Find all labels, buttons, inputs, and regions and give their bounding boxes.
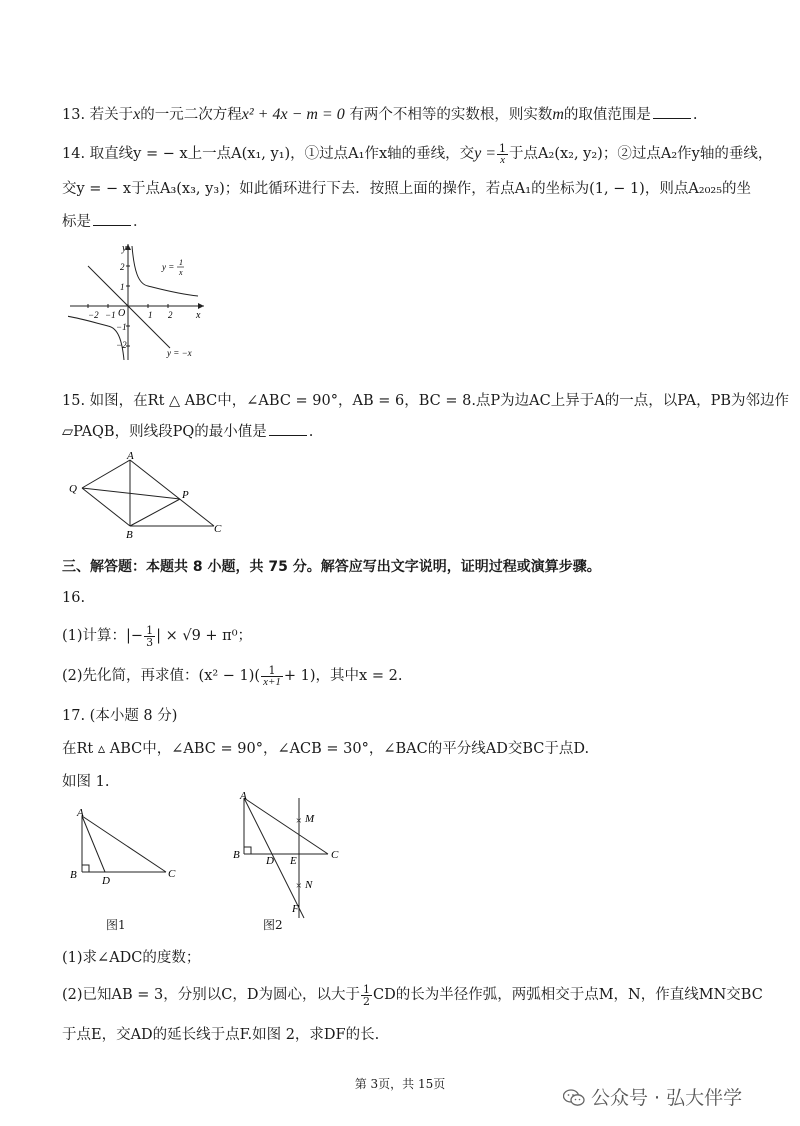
q16-number: 16.	[62, 590, 86, 606]
label-E: E	[290, 855, 297, 867]
q14-graph	[68, 240, 208, 365]
q13-equation: x² + 4x − m = 0	[241, 106, 345, 123]
label-B: B	[233, 849, 240, 861]
q15-figure	[66, 448, 236, 540]
q17-statement: 在Rt ▵ ABC中，∠ABC = 90°，∠ACB = 30°，∠BAC的平分线AD交BC于点D.	[62, 741, 590, 757]
tick-y: 1	[120, 282, 125, 292]
fraction: $\frac{1}{x}$	[499, 141, 507, 166]
origin-label: O	[118, 308, 126, 319]
fig1-caption: 图1	[106, 918, 126, 932]
q14-line-2: 交y = − x于点A₃(x₃, y₃)；如此循环进行下去．按照上面的操作，若点A₁的坐标为(1, − 1)，则点A₂₀₂₅的坐	[62, 181, 752, 197]
q15-line-2: ▱PAQB，则线段PQ的最小值是 .	[62, 424, 314, 440]
line-y-neg-x	[88, 266, 170, 348]
label-C: C	[168, 868, 176, 880]
tick-y: −2	[116, 340, 127, 350]
y-axis-label: y	[122, 243, 127, 254]
q15-line-1: 15. 如图，在Rt △ ABC中，∠ABC = 90°，AB = 6，BC = 8.点P为边AC上异于A的一点，以PA，PB为邻边作	[62, 393, 790, 409]
wechat-icon	[563, 1089, 585, 1107]
fig2-caption: 图2	[263, 918, 283, 932]
tick-y: 2	[120, 262, 125, 272]
page-footer: 第 3页，共 15页	[354, 1077, 446, 1091]
q17-figure-1	[68, 806, 188, 888]
q17-part-2-cont: 于点E，交AD的延长线于点F.如图 2，求DF的长.	[62, 1027, 380, 1043]
q17-figure-2	[232, 788, 352, 920]
label-A: A	[240, 790, 247, 802]
label-Q: Q	[69, 483, 77, 495]
label-D: D	[102, 875, 110, 887]
svg-text:x: x	[179, 268, 183, 277]
svg-text:×: ×	[295, 815, 303, 827]
svg-text:×: ×	[295, 880, 303, 892]
label-P: P	[182, 489, 189, 501]
tick-x: −1	[105, 310, 116, 320]
q13-line: 13. 若关于x的一元二次方程x² + 4x − m = 0 有两个不相等的实数根，则实数m的取值范围是 .	[62, 106, 698, 123]
q16-part-2: (2)先化简，再求值：(x² − 1)( $\frac{1}{x+1}$ + 1)，其中x = 2.	[62, 663, 403, 688]
q17-part-2: (2)已知AB = 3，分别以C，D为圆心，以大于 $\frac{1}{2}$ CD的长为半径作弧，两弧相交于点M，N，作直线MN交BC	[62, 982, 763, 1008]
label-N: N	[305, 879, 313, 891]
hyperbola-label: y =	[162, 262, 175, 272]
q17-heading: 17. (本小题 8 分)	[62, 708, 178, 724]
q17-fig-ref: 如图 1.	[62, 774, 110, 790]
tick-y: −1	[116, 322, 127, 332]
label-M: M	[305, 813, 315, 825]
q14-line-3: 标是 ．	[62, 214, 148, 230]
label-B: B	[70, 869, 77, 881]
label-F: F	[292, 903, 299, 915]
answer-blank	[93, 213, 131, 226]
line-label: y = −x	[167, 348, 192, 358]
watermark: 公众号 · 弘大伴学	[563, 1083, 742, 1110]
answer-blank	[653, 106, 691, 119]
q14-line-1: 14. 取直线y = − x上一点A(x₁, y₁)，①过点A₁作x轴的垂线，交y = $\frac{1}{x}$ 于点A₂(x₂, y₂)；②过点A₂作y轴的垂线，	[62, 141, 773, 166]
label-D: D	[266, 855, 274, 867]
svg-text:1: 1	[179, 258, 183, 267]
label-A: A	[77, 807, 84, 819]
answer-blank	[269, 423, 307, 436]
tick-x: 2	[168, 310, 173, 320]
label-C: C	[331, 849, 339, 861]
label-C: C	[214, 523, 222, 535]
section-3-heading: 三、解答题：本题共 8 小题，共 75 分。解答应写出文字说明，证明过程或演算步骤。	[62, 559, 601, 575]
x-axis-label: x	[196, 310, 201, 321]
label-A: A	[127, 450, 134, 462]
tick-x: 1	[148, 310, 153, 320]
q16-part-1: (1)计算：|− $\frac{1}{3}$ | × √9 + π⁰；	[62, 623, 253, 649]
q17-part-1: (1)求∠ADC的度数；	[62, 950, 201, 966]
tick-x: −2	[88, 310, 99, 320]
label-B: B	[126, 529, 133, 540]
